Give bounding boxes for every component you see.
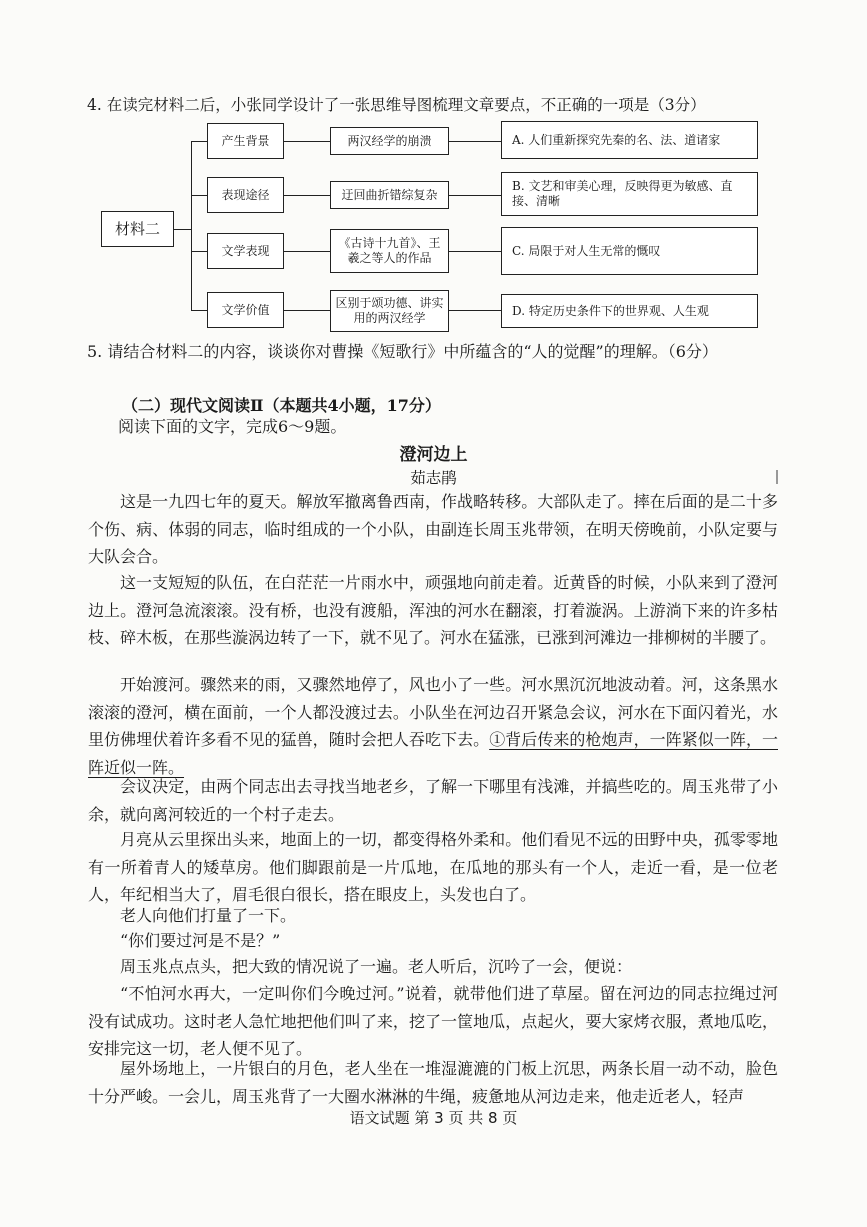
paragraph: 会议决定，由两个同志出去寻找当地老乡，了解一下哪里有浅滩，并搞些吃的。周玉兆带了小余，就向离河较近的一个村子走去。 [88,777,778,824]
connector [284,251,330,252]
connector [174,229,191,230]
connector [284,141,330,142]
paragraph: 屋外场地上，一片银白的月色，老人坐在一堆湿漉漉的门板上沉思，两条长眉一动不动，脸色十分严峻。一会儿，周玉兆背了一大圈水淋淋的牛绳，疲惫地从河边走来，他走近老人，轻声 [88,1059,778,1106]
paragraph: “不怕河水再大，一定叫你们今晚过河。”说着，就带他们进了草屋。留在河边的同志拉绳过河没有试成功。这时老人急忙地把他们叫了来，挖了一筐地瓜，点起火，要大家烤衣服，煮地瓜吃，安排完这一切，老人便不见了。 [88,984,778,1058]
section-title: （二）现代文阅读Ⅱ（本题共4小题，17分） [122,396,441,415]
connector [284,310,330,311]
question-5: 5. 请结合材料二的内容，谈谈你对曹操《短歌行》中所蕴含的“人的觉醒”的理解。（6分） [87,342,718,361]
connector [449,251,501,252]
scan-mark [776,470,778,484]
article-author: 茹志鹃 [410,469,457,487]
paragraph [88,671,778,781]
paragraph-text: 开始渡河。骤然来的雨，又骤然地停了，风也小了一些。河水黑沉沉地波动着。河，这条黑水滚滚的澄河，横在面前，一个人都没渡过去。小队坐在河边召开紧急会议，河水在下面闪着光，水里仿佛埋伏着许多看不见的猛兽，随时会把人吞吃下去。 [88,675,778,749]
connector [191,141,192,311]
paragraph: “你们要过河是不是？” [120,931,281,950]
paragraph: 这是一九四七年的夏天。解放军撤离鲁西南，作战略转移。大部队走了。摔在后面的是二十多个伤、病、体弱的同志，临时组成的一个小队，由副连长周玉兆带领，在明天傍晚前，小队定要与大队会合。 [88,492,778,566]
connector [191,195,207,196]
mindmap-option: A. 人们重新探究先秦的名、法、道诸家 [501,121,758,159]
connector [284,195,330,196]
connector [449,195,501,196]
mindmap-option: B. 文艺和审美心理，反映得更为敏感、直接、清晰 [501,172,758,216]
paragraph: 老人向他们打量了一下。 [120,906,297,925]
connector [191,141,207,142]
article-title: 澄河边上 [399,445,468,465]
mindmap-category: 产生背景 [207,123,284,159]
paragraph: 周玉兆点点头，把大致的情况说了一遍。老人听后，沉吟了一会，便说： [120,957,633,976]
mindmap-middle: 《古诗十九首》、王羲之等人的作品 [330,229,449,273]
mindmap-middle: 迂回曲折错综复杂 [330,181,449,209]
connector [449,310,501,311]
mindmap-option: C. 局限于对人生无常的慨叹 [501,227,758,275]
mindmap-root: 材料二 [101,211,174,247]
mindmap-middle: 区别于颂功德、讲实用的两汉经学 [330,290,449,332]
paragraph: 这一支短短的队伍，在白茫茫一片雨水中，顽强地向前走着。近黄昏的时候，小队来到了澄河边上。澄河急流滚滚。没有桥，也没有渡船，浑浊的河水在翻滚，打着漩涡。上游淌下来的许多枯枝、碎木板，在那些漩涡边转了一下，就不见了。河水在猛涨，已涨到河滩边一排柳树的半腰了。 [88,573,778,647]
mindmap-category: 文学表现 [207,233,284,269]
mindmap-category: 表现途径 [207,177,284,213]
question-4: 4. 在读完材料二后，小张同学设计了一张思维导图梳理文章要点，不正确的一项是（3分） [87,96,706,114]
page-footer: 语文试题 第 3 页 共 8 页 [349,1109,518,1127]
paragraph: 月亮从云里探出头来，地面上的一切，都变得格外柔和。他们看见不远的田野中央，孤零零地有一所着青人的矮草房。他们脚跟前是一片瓜地，在瓜地的那头有一个人，走近一看，是一位老人，年纪相当大了，眉毛很白很长，搭在眼皮上，头发也白了。 [88,830,778,904]
connector [449,141,501,142]
connector [191,251,207,252]
instruction: 阅读下面的文字，完成6～9题。 [118,417,347,436]
underlined-sentence: ①背后传来的枪炮声，一阵紧似一阵，一阵近似一阵。 [88,730,778,777]
connector [191,310,207,311]
mindmap-middle: 两汉经学的崩溃 [330,127,449,155]
mindmap-category: 文学价值 [207,292,284,328]
mindmap-option: D. 特定历史条件下的世界观、人生观 [501,294,758,328]
